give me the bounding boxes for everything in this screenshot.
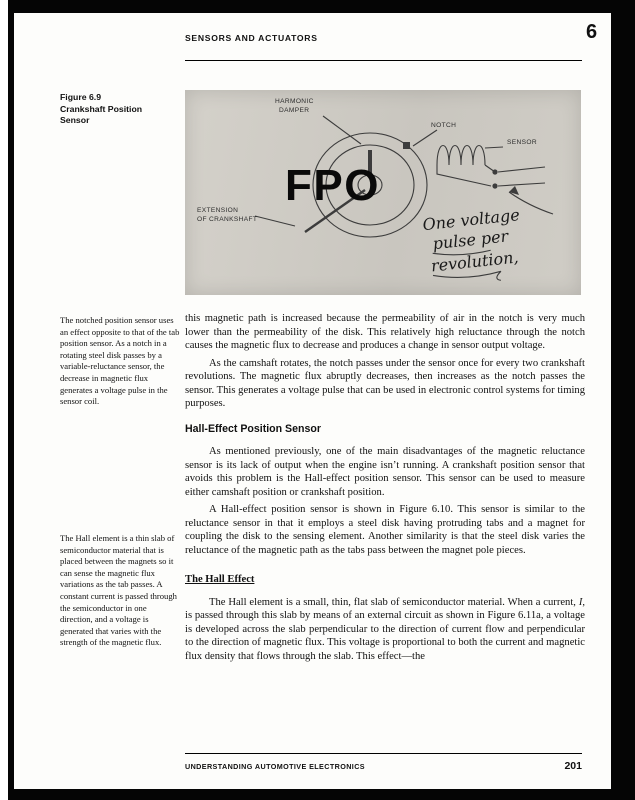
handwritten-annotation xyxy=(422,205,525,276)
page-footer xyxy=(185,753,582,772)
terminal-dot-bottom xyxy=(492,183,497,188)
leader-notch xyxy=(413,130,437,146)
figure-caption-line3: Sensor xyxy=(60,115,90,125)
notch-marker xyxy=(403,142,410,149)
hand-text-line1: One voltage xyxy=(421,205,521,235)
sensor-coil xyxy=(437,146,485,166)
current-symbol-italic: I xyxy=(578,596,583,608)
label-extension-line2: OF CRANKSHAFT xyxy=(197,216,258,223)
label-extension-line1: EXTENSION xyxy=(197,207,239,214)
figure-caption-line2: Crankshaft Position xyxy=(60,103,143,114)
footer-page-number: 201 xyxy=(564,760,582,772)
label-harmonic-line1: HARMONIC xyxy=(275,98,314,105)
paragraph-magnetic-path: this magnetic path is increased because the permeability of air in the notch is very much lower than the permeability of the disk. This relatively high reluctance through the notch causes the magnetic flux to decrease and produces a change in sensor output voltage. xyxy=(185,313,585,351)
terminal-wire-top xyxy=(498,167,545,172)
coil-lead-bottom xyxy=(437,165,491,186)
running-header xyxy=(185,28,582,61)
paragraph-as-mentioned: As mentioned previously, one of the main disadvantages of the magnetic reluctance sensor is its lack of output when the engine isn’t running. A crankshaft position sensor that avoids this problem is the Hall-effect position sensor. This sensor can be used to measure either camshaft position or crankshaft position. xyxy=(185,446,585,498)
terminal-dot-top xyxy=(492,169,497,174)
terminal-wire-bottom xyxy=(498,183,545,186)
label-harmonic-line2: DAMPER xyxy=(279,107,310,114)
margin-note-hall-element: The Hall element is a thin slab of semiconductor material that is placed between the magnets so it can sense the magnetic flux variations as the tab passes. A constant current is passed through the semiconductor in one direction, and a voltage is generated that varies with the strength of the magnetic flux. xyxy=(60,533,177,648)
paragraph-hall-element xyxy=(185,596,585,664)
hall-element-text-a: The Hall element is a small, thin, flat slab of semiconductor material. When a current, xyxy=(209,596,579,608)
figure-image xyxy=(185,90,581,295)
footer-book-title: UNDERSTANDING AUTOMOTIVE ELECTRONICS xyxy=(185,762,365,771)
label-sensor: SENSOR xyxy=(507,139,537,146)
figure-caption-line1: Figure 6.9 xyxy=(60,92,102,102)
label-notch: NOTCH xyxy=(431,122,457,129)
fpo-placeholder-text: FPO xyxy=(285,161,380,210)
running-header-title: SENSORS AND ACTUATORS xyxy=(185,33,318,43)
chapter-number: 6 xyxy=(586,21,598,43)
leader-sensor xyxy=(485,147,503,148)
hand-text-line3: revolution, xyxy=(430,247,520,276)
scan-border-right xyxy=(611,0,635,800)
figure-caption xyxy=(60,92,190,127)
heading-the-hall-effect: The Hall Effect xyxy=(185,574,255,585)
hall-element-text-b: , is passed through this slab by means of an external circuit as shown in Figure 6.11a, a voltage is developed across the slab perpendicular to the direction of current flow and perpendicular to the direction of magnetic flux. This voltage is proportional to both the current and magnetic flux density that flows through the slab. This effect—the xyxy=(185,596,585,662)
hand-text-line2: pulse per xyxy=(431,226,510,254)
leader-extension xyxy=(255,216,295,226)
main-text-column xyxy=(185,312,585,667)
paragraph-hall-sensor-shown: A Hall-effect position sensor is shown in Figure 6.10. This sensor is similar to the reluctance sensor in that it employs a steel disk having protruding tabs and a magnet for coupling the disk to the sensing element. Another similarity is that the steel disk varies the reluctance of the magnetic path as the tabs pass between the magnet pole pieces. xyxy=(185,504,585,556)
book-page xyxy=(14,13,611,789)
margin-note-notched-sensor: The notched position sensor uses an effect opposite to that of the tab position sensor. As a notch in a rotating steel disk passes by a variable-reluctance sensor, the decrease in magnetic flux generates a voltage pulse in the sensor coil. xyxy=(60,315,180,407)
scan-border-top xyxy=(8,0,635,13)
figure-diagram xyxy=(185,90,581,295)
heading-hall-effect-position-sensor: Hall-Effect Position Sensor xyxy=(185,422,321,435)
paragraph-camshaft-rotates: As the camshaft rotates, the notch passes under the sensor once for every two crankshaft revolutions. The magnetic flux abruptly decreases, then increases as the notch passes the sensor. This generates a voltage pulse that can be used in electronic control systems for timing purposes. xyxy=(185,357,585,409)
scan-border-bottom xyxy=(8,789,635,800)
